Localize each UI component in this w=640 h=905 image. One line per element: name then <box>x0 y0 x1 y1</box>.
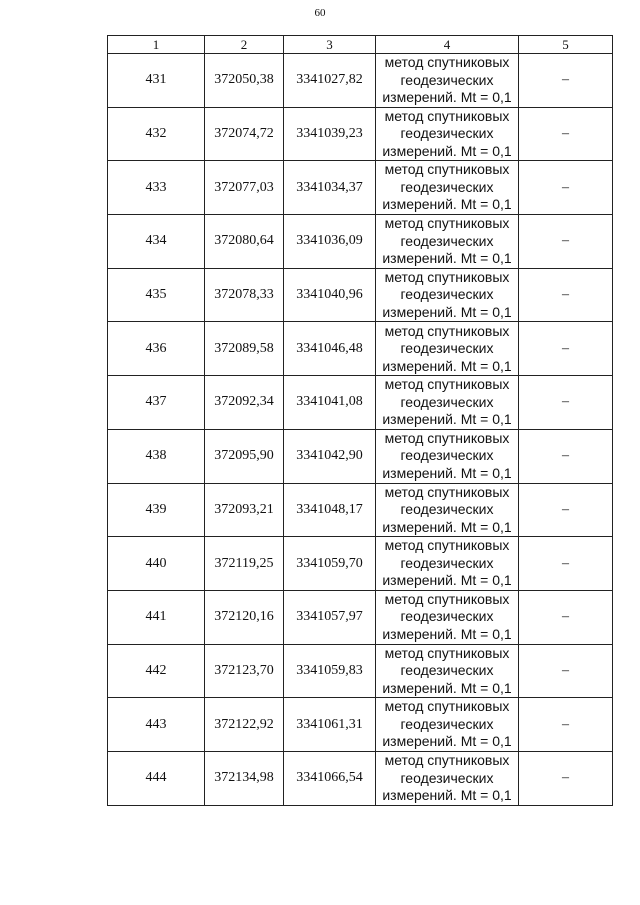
note-cell: – <box>519 483 613 537</box>
x-coordinate-cell: 372050,38 <box>205 54 284 108</box>
column-header-5: 5 <box>519 36 613 54</box>
y-coordinate-cell: 3341040,96 <box>284 268 376 322</box>
y-coordinate-cell: 3341057,97 <box>284 590 376 644</box>
method-cell: метод спутниковых геодезических измерений. Mt = 0,1 <box>376 751 519 805</box>
table-row <box>108 537 613 591</box>
point-number-cell: 432 <box>108 107 205 161</box>
y-coordinate-cell: 3341027,82 <box>284 54 376 108</box>
x-coordinate-cell: 372120,16 <box>205 590 284 644</box>
point-number-cell: 442 <box>108 644 205 698</box>
table-row <box>108 54 613 108</box>
method-cell: метод спутниковых геодезических измерений. Mt = 0,1 <box>376 376 519 430</box>
note-cell: – <box>519 429 613 483</box>
table-row <box>108 644 613 698</box>
point-number-cell: 441 <box>108 590 205 644</box>
method-cell: метод спутниковых геодезических измерений. Mt = 0,1 <box>376 537 519 591</box>
note-cell: – <box>519 751 613 805</box>
y-coordinate-cell: 3341042,90 <box>284 429 376 483</box>
y-coordinate-cell: 3341061,31 <box>284 698 376 752</box>
table-row <box>108 376 613 430</box>
x-coordinate-cell: 372074,72 <box>205 107 284 161</box>
y-coordinate-cell: 3341034,37 <box>284 161 376 215</box>
y-coordinate-cell: 3341046,48 <box>284 322 376 376</box>
point-number-cell: 433 <box>108 161 205 215</box>
note-cell: – <box>519 590 613 644</box>
table-row <box>108 590 613 644</box>
method-cell: метод спутниковых геодезических измерений. Mt = 0,1 <box>376 268 519 322</box>
note-cell: – <box>519 644 613 698</box>
table-row <box>108 429 613 483</box>
x-coordinate-cell: 372089,58 <box>205 322 284 376</box>
method-cell: метод спутниковых геодезических измерений. Mt = 0,1 <box>376 590 519 644</box>
table-row <box>108 483 613 537</box>
column-header-2: 2 <box>205 36 284 54</box>
point-number-cell: 444 <box>108 751 205 805</box>
note-cell: – <box>519 268 613 322</box>
y-coordinate-cell: 3341041,08 <box>284 376 376 430</box>
x-coordinate-cell: 372134,98 <box>205 751 284 805</box>
note-cell: – <box>519 376 613 430</box>
note-cell: – <box>519 537 613 591</box>
point-number-cell: 434 <box>108 215 205 269</box>
x-coordinate-cell: 372080,64 <box>205 215 284 269</box>
note-cell: – <box>519 698 613 752</box>
point-number-cell: 443 <box>108 698 205 752</box>
y-coordinate-cell: 3341066,54 <box>284 751 376 805</box>
note-cell: – <box>519 54 613 108</box>
note-cell: – <box>519 107 613 161</box>
point-number-cell: 439 <box>108 483 205 537</box>
y-coordinate-cell: 3341059,70 <box>284 537 376 591</box>
table-row <box>108 161 613 215</box>
note-cell: – <box>519 161 613 215</box>
method-cell: метод спутниковых геодезических измерений. Mt = 0,1 <box>376 429 519 483</box>
point-number-cell: 435 <box>108 268 205 322</box>
column-header-3: 3 <box>284 36 376 54</box>
method-cell: метод спутниковых геодезических измерений. Mt = 0,1 <box>376 161 519 215</box>
point-number-cell: 436 <box>108 322 205 376</box>
method-cell: метод спутниковых геодезических измерений. Mt = 0,1 <box>376 698 519 752</box>
coordinates-table <box>107 35 613 806</box>
point-number-cell: 438 <box>108 429 205 483</box>
note-cell: – <box>519 322 613 376</box>
x-coordinate-cell: 372119,25 <box>205 537 284 591</box>
y-coordinate-cell: 3341048,17 <box>284 483 376 537</box>
method-cell: метод спутниковых геодезических измерений. Mt = 0,1 <box>376 107 519 161</box>
table-row <box>108 107 613 161</box>
table-header-row <box>108 36 613 54</box>
method-cell: метод спутниковых геодезических измерений. Mt = 0,1 <box>376 644 519 698</box>
x-coordinate-cell: 372095,90 <box>205 429 284 483</box>
table-row <box>108 322 613 376</box>
point-number-cell: 431 <box>108 54 205 108</box>
column-header-1: 1 <box>108 36 205 54</box>
x-coordinate-cell: 372078,33 <box>205 268 284 322</box>
y-coordinate-cell: 3341039,23 <box>284 107 376 161</box>
method-cell: метод спутниковых геодезических измерений. Mt = 0,1 <box>376 54 519 108</box>
method-cell: метод спутниковых геодезических измерений. Mt = 0,1 <box>376 483 519 537</box>
x-coordinate-cell: 372093,21 <box>205 483 284 537</box>
y-coordinate-cell: 3341059,83 <box>284 644 376 698</box>
x-coordinate-cell: 372122,92 <box>205 698 284 752</box>
point-number-cell: 437 <box>108 376 205 430</box>
x-coordinate-cell: 372077,03 <box>205 161 284 215</box>
table-row <box>108 751 613 805</box>
point-number-cell: 440 <box>108 537 205 591</box>
table-row <box>108 268 613 322</box>
method-cell: метод спутниковых геодезических измерений. Mt = 0,1 <box>376 322 519 376</box>
x-coordinate-cell: 372092,34 <box>205 376 284 430</box>
x-coordinate-cell: 372123,70 <box>205 644 284 698</box>
note-cell: – <box>519 215 613 269</box>
table-row <box>108 215 613 269</box>
y-coordinate-cell: 3341036,09 <box>284 215 376 269</box>
method-cell: метод спутниковых геодезических измерений. Mt = 0,1 <box>376 215 519 269</box>
page-number: 60 <box>314 7 326 19</box>
table-row <box>108 698 613 752</box>
column-header-4: 4 <box>376 36 519 54</box>
